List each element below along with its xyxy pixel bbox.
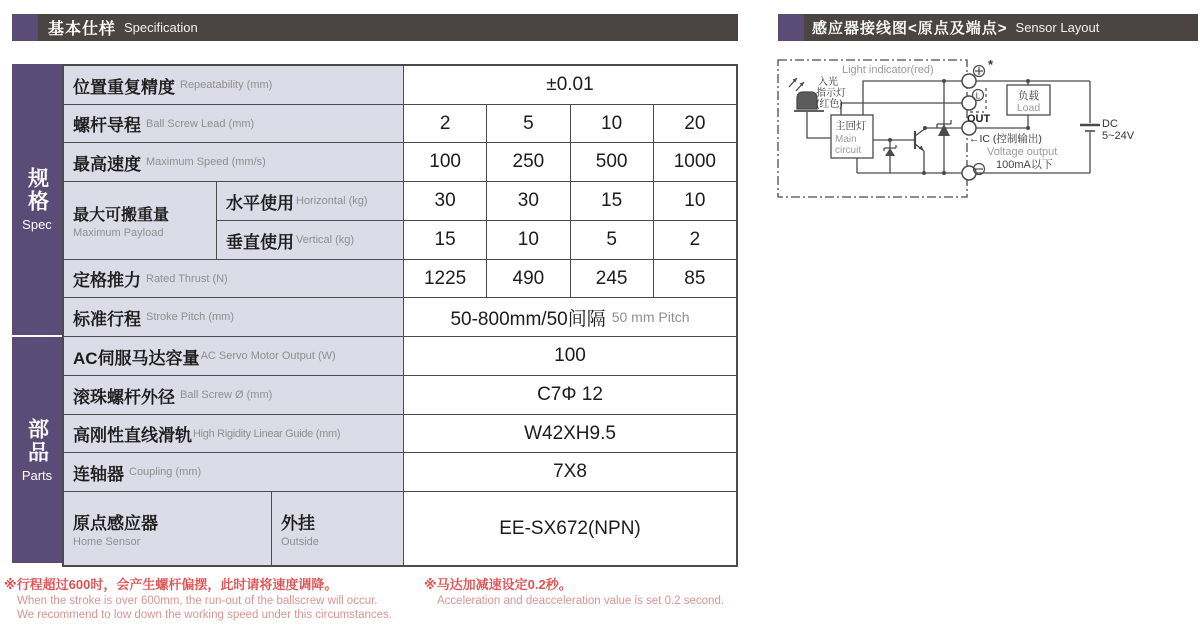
- row-label-cell: [64, 376, 404, 414]
- main-circuit-label-cn: 主回灯: [835, 120, 867, 132]
- light-indicator-label-en: Light indicator(red): [842, 64, 934, 76]
- sub-label-en: Vertical (kg): [296, 234, 355, 246]
- row-label-cell: [64, 415, 404, 452]
- payload-subrows: [217, 182, 736, 259]
- row-label-cn: 最高速度: [73, 154, 141, 174]
- row-label-cell: [64, 105, 404, 142]
- row-label-en: Coupling (mm): [129, 466, 202, 478]
- l-terminal-letter: L: [975, 91, 981, 101]
- table-row-rated-thrust: [64, 260, 736, 298]
- table-row-max-speed: [64, 143, 736, 182]
- footnote-acceleration: [424, 574, 824, 607]
- specification-title-en: Specification: [124, 20, 198, 35]
- row-label-en: Repeatability (mm): [180, 79, 273, 91]
- value-cell: 100: [404, 337, 736, 375]
- row-label-cn: AC伺服马达容量: [73, 348, 200, 368]
- table-row-max-payload: [64, 182, 736, 260]
- value-cell: C7Φ 12: [404, 376, 736, 414]
- parts-band-label-cn: 部品: [25, 417, 49, 464]
- table-row-home-sensor: [64, 492, 736, 565]
- footnote-en: When the stroke is over 600mm, the run-out of the ballscrew will occur.: [17, 595, 378, 607]
- load-label-cn: 负载: [1018, 90, 1039, 102]
- row-label-en: Maximum Speed (mm/s): [146, 156, 266, 168]
- spec-band-label-en: Spec: [22, 217, 52, 232]
- row-label-cn: 高刚性直线滑轨: [73, 426, 192, 445]
- plus-terminal-icon: [974, 66, 985, 77]
- footnote-stroke: [4, 574, 416, 621]
- row-label-cell: [64, 143, 404, 181]
- table-row-ball-screw-lead: [64, 105, 736, 143]
- sub-label-cn: 水平使用: [226, 193, 294, 213]
- value-cells: [404, 105, 736, 142]
- main-circuit-label-en: circuit: [835, 145, 862, 156]
- row-label-en: Ball Screw Lead (mm): [146, 117, 255, 130]
- row-label-cn: 连轴器: [73, 464, 124, 484]
- value-cell: 250: [487, 143, 570, 181]
- voltage-output-label: Voltage output: [987, 146, 1058, 158]
- row-label-en: Maximum Payload: [73, 227, 164, 239]
- row-label-en: Rated Thrust (N): [146, 272, 228, 285]
- value-cell: 15: [571, 182, 654, 220]
- sub-label-cell: [217, 221, 404, 259]
- value-cell: [404, 298, 736, 336]
- row-label-cn: 定格推力: [73, 271, 141, 290]
- side-band-parts: [12, 337, 62, 563]
- payload-horizontal-row: [217, 182, 736, 221]
- value-cell: 30: [404, 182, 487, 220]
- value-cell: 245: [571, 260, 654, 297]
- sub-label-cell: [272, 492, 404, 565]
- value-cell: ±0.01: [404, 66, 736, 104]
- terminal-circles: [962, 74, 976, 180]
- spec-band-label-cn: 规格: [25, 167, 49, 213]
- footnote-cn: ※马达加减速设定0.2秒。: [424, 577, 572, 592]
- value-cell: 5: [571, 221, 654, 259]
- zener-diode-icon: [937, 81, 951, 173]
- footnote-cn: ※行程超过600时，会产生螺杆偏摆，此时请将速度调降。: [4, 577, 338, 592]
- value-cell: 2: [654, 221, 736, 259]
- table-row-linear-guide: [64, 415, 736, 453]
- sensor-wiring-diagram: [772, 52, 1192, 212]
- row-label-cell: [64, 182, 217, 259]
- value-cell: 490: [487, 260, 570, 297]
- value-cell: 1225: [404, 260, 487, 297]
- dc-battery-icon: [1080, 125, 1100, 131]
- stroke-value-en: 50 mm Pitch: [611, 309, 690, 325]
- table-row-servo-output: [64, 337, 736, 376]
- value-cell: W42XH9.5: [404, 415, 736, 452]
- row-label-en: Home Sensor: [73, 536, 141, 548]
- payload-vertical-row: [217, 221, 736, 259]
- row-label-cell: [64, 66, 404, 104]
- footnote-en: Acceleration and deacceleration value is set 0.2 second.: [437, 595, 725, 607]
- asterisk-mark: *: [988, 57, 994, 72]
- row-label-cell: [64, 260, 404, 297]
- out-terminal-label: OUT: [967, 113, 991, 125]
- parts-band-label-en: Parts: [21, 467, 53, 483]
- row-label-cn: 标准行程: [73, 309, 141, 329]
- row-label-en: Stroke Pitch (mm): [146, 311, 235, 323]
- row-label-en: High Rigidity Linear Guide (mm): [193, 427, 341, 440]
- ic-output-note: ←IC (控制输出): [969, 133, 1042, 145]
- value-cells: [404, 143, 736, 181]
- sub-label-cn: 外挂: [281, 514, 315, 533]
- specification-title-cn: 基本仕样: [48, 21, 117, 38]
- sensor-layout-title-en: Sensor Layout: [1015, 20, 1100, 35]
- value-cell: 500: [571, 143, 654, 181]
- header-accent-square: [12, 14, 38, 41]
- stroke-value: 50-800mm/50间隔: [450, 308, 606, 330]
- value-cell: 10: [487, 221, 570, 259]
- value-cell: 10: [571, 105, 654, 142]
- row-label-en: AC Servo Motor Output (W): [200, 350, 336, 362]
- table-row-ball-screw-dia: [64, 376, 736, 415]
- footnote-en: We recommend to low down the working speed under this circumstances.: [17, 609, 392, 621]
- value-cell: 10: [654, 182, 736, 220]
- dc-label: DC: [1102, 118, 1118, 130]
- value-cell: 20: [654, 105, 736, 142]
- value-cell: 5: [487, 105, 570, 142]
- sub-label-cell: [217, 182, 404, 220]
- zener-diode-icon: [884, 140, 896, 173]
- load-label-en: Load: [1016, 102, 1041, 114]
- value-cell: EE-SX672(NPN): [404, 492, 736, 565]
- row-label-cell: [64, 337, 404, 375]
- value-cell: 7X8: [404, 453, 736, 491]
- spec-table: [62, 64, 738, 567]
- value-cells: [404, 221, 736, 259]
- table-row-coupling: [64, 453, 736, 492]
- sub-label-cn: 垂直使用: [226, 232, 294, 252]
- light-indicator-label-cn: 入光: [818, 77, 838, 88]
- table-row-repeatability: [64, 66, 736, 105]
- value-cell: 2: [404, 105, 487, 142]
- specification-header-bar: [12, 14, 738, 41]
- row-label-cn: 原点感应器: [73, 514, 158, 533]
- row-label-cn: 位置重复精度: [73, 77, 175, 97]
- value-cell: 30: [487, 182, 570, 220]
- sub-label-en: Horizontal (kg): [296, 195, 368, 207]
- value-cells: [404, 182, 736, 220]
- row-label-cn: 最大可搬重量: [73, 207, 170, 224]
- sensor-layout-header-bar: [778, 14, 1198, 41]
- current-limit-label: 100mA以下: [996, 159, 1053, 171]
- main-circuit-label-en: Main: [835, 134, 857, 145]
- side-band-spec: [12, 64, 62, 335]
- row-label-cn: 滚珠螺杆外径: [73, 387, 175, 407]
- header-accent-square: [778, 14, 804, 41]
- light-indicator-label-cn: (红色): [816, 99, 843, 110]
- value-cell: 100: [404, 143, 487, 181]
- row-label-cell: [64, 453, 404, 491]
- value-cell: 1000: [654, 143, 736, 181]
- row-label-cn: 螺杆导程: [73, 116, 141, 135]
- value-cell: 85: [654, 260, 736, 297]
- light-indicator-label-cn: 指示灯: [816, 88, 846, 99]
- sub-label-en: Outside: [281, 536, 319, 548]
- value-cell: 15: [404, 221, 487, 259]
- row-label-cell: [64, 298, 404, 336]
- value-cells: [404, 260, 736, 297]
- table-row-stroke: [64, 298, 736, 337]
- row-label-cell: [64, 492, 272, 565]
- sensor-layout-title-cn: 感应器接线图<原点及端点>: [812, 20, 1008, 37]
- dc-range-label: 5~24V: [1102, 130, 1135, 142]
- row-label-en: Ball Screw Ø (mm): [180, 389, 273, 401]
